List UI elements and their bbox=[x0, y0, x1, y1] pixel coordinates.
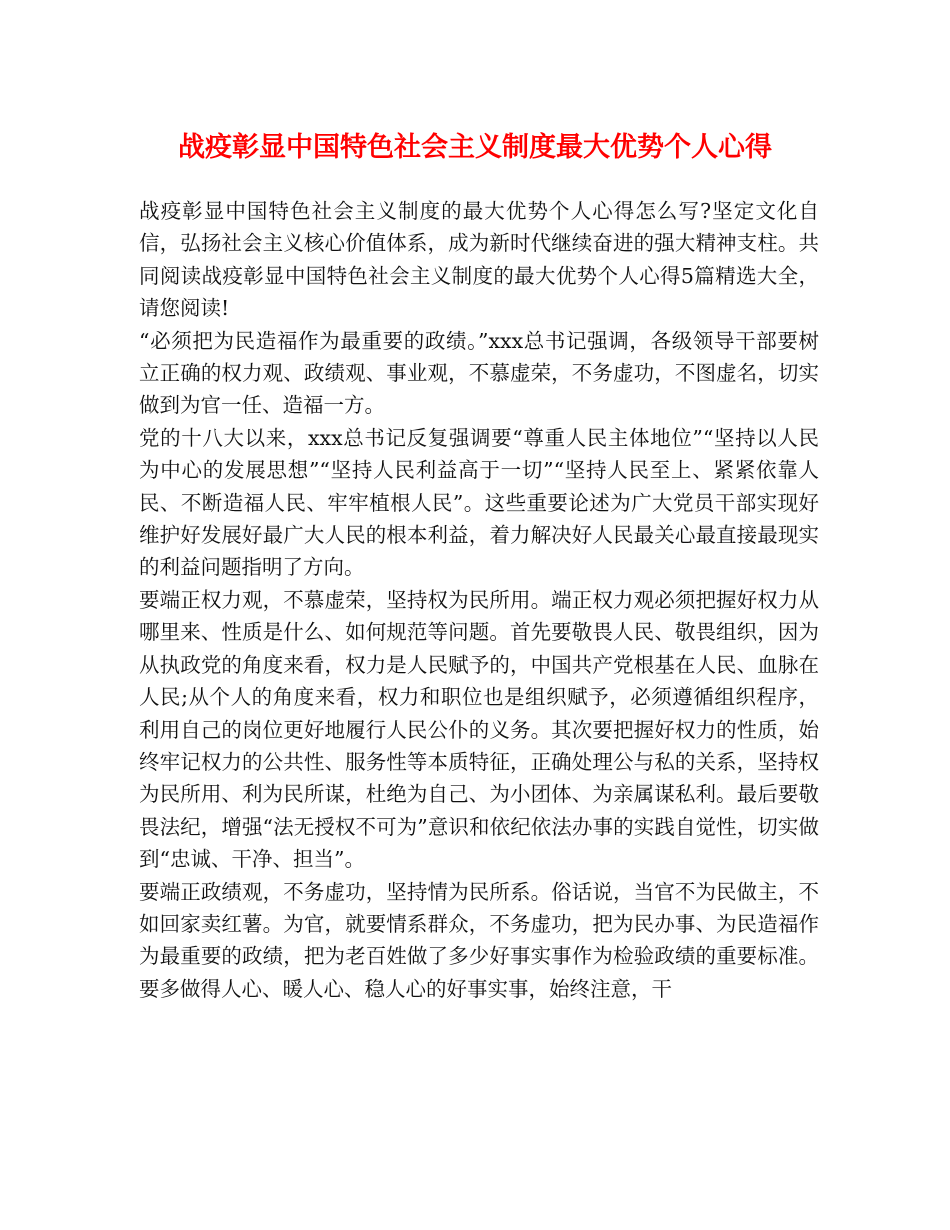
document-body bbox=[139, 195, 819, 1005]
paragraph-power-view: 要端正权力观，不慕虚荣，坚持权为民所用。端正权力观必须把握好权力从哪里来、性质是什么、如何规范等问题。首先要敬畏人民、敬畏组织，因为从执政党的角度来看，权力是人民赋予的，中国共产党根基在人民、血脉在人民;从个人的角度来看，权力和职位也是组织赋予，必须遵循组织程序，利用自己的岗位更好地履行人民公仆的义务。其次要把握好权力的性质，始终牢记权力的公共性、服务性等本质特征，正确处理公与私的关系，坚持权为民所用、利为民所谋，杜绝为自己、为小团体、为亲属谋私利。最后要敬畏法纪，增强“法无授权不可为”意识和依纪依法办事的实践自觉性，切实做到“忠诚、干净、担当”。 bbox=[139, 587, 819, 872]
paragraph-eighteenth-congress: 党的十八大以来，xxx总书记反复强调要“尊重人民主体地位”“坚持以人民为中心的发展思想”“坚持人民利益高于一切”“坚持人民至上、紧紧依靠人民、不断造福人民、牢牢植根人民”。这些重要论述为广大党员干部实现好维护好发展好最广大人民的根本利益，着力解决好人民最关心最直接最现实的利益问题指明了方向。 bbox=[139, 425, 819, 580]
paragraph-quote: “必须把为民造福作为最重要的政绩。”xxx总书记强调，各级领导干部要树立正确的权力观、政绩观、事业观，不慕虚荣，不务虚功，不图虚名，切实做到为官一任、造福一方。 bbox=[139, 328, 819, 418]
paragraph-intro: 战疫彰显中国特色社会主义制度的最大优势个人心得怎么写?坚定文化自信，弘扬社会主义核心价值体系，成为新时代继续奋进的强大精神支柱。共同阅读战疫彰显中国特色社会主义制度的最大优势个人心得5篇精选大全，请您阅读! bbox=[139, 199, 819, 321]
document-title: 战疫彰显中国特色社会主义制度最大优势个人心得 bbox=[178, 132, 772, 163]
paragraph-achievement-view: 要端正政绩观，不务虚功，坚持情为民所系。俗话说，当官不为民做主，不如回家卖红薯。为官，就要情系群众，不务虚功，把为民办事、为民造福作为最重要的政绩，把为老百姓做了多少好事实事作为检验政绩的重要标准。要多做得人心、暖人心、稳人心的好事实事，始终注意，干 bbox=[139, 879, 819, 1001]
